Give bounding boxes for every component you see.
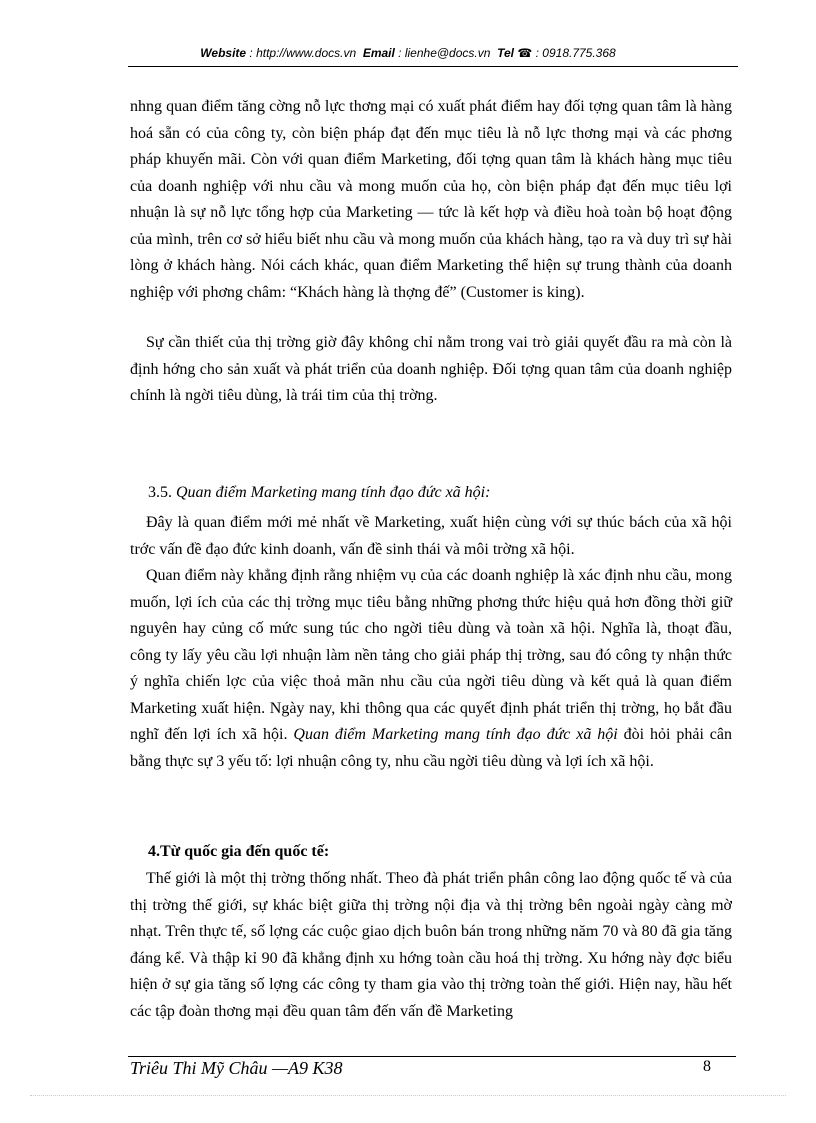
paragraph: Sự cần thiết của thị trờng giờ đây không chỉ nằm trong vai trò giải quyết đầu ra mà còn là định hớng cho sản xuất và phát triển của doanh nghiệp. Đối tợng quan tâm của doanh nghiệp chính là ngời tiêu dùng, là trái tim của thị trờng. [130,334,732,404]
page-number: 8 [703,1058,711,1075]
paragraph [130,563,732,775]
website-label: Website [200,46,247,60]
email-label: Email [362,46,395,60]
paragraph: nhng quan điểm tăng cờng nỗ lực thơng mại có xuất phát điểm hay đối tợng quan tâm là hàng hoá sẵn có của công ty, còn biện pháp đạt đến mục tiêu là nỗ lực thơng mại và các phơng pháp khuyến mãi. Còn với quan điểm Marketing, đối tợng quan tâm là khách hàng mục tiêu của doanh nghiệp với nhu cầu và mong muốn của họ, còn biện pháp đạt đến mục tiêu lợi nhuận là sự nỗ lực tổng hợp của Marketing — tức là kết hợp và điều hoà toàn bộ hoạt động của mình, trên cơ sở hiểu biết nhu cầu và mong muốn của khách hàng, tạo ra và duy trì sự hài lòng ở khách hàng. Nói cách khác, quan điểm Marketing thể hiện sự trung thành của doanh nghiệp với phơng châm: “Khách hàng là thợng đế” (Customer is king). [130,98,732,301]
page-edge-divider [30,1095,786,1096]
header-divider [128,66,738,67]
paragraph: Thế giới là một thị trờng thống nhất. Theo đà phát triển phân công lao động quốc tế và của thị trờng thế giới, sự khác biệt giữa thị trờng nội địa và thị trờng bên ngoài ngày càng mờ nhạt. Trên thực tế, số lợng các cuộc giao dịch buôn bán trong những năm 70 và 80 đã gia tăng đáng kể. Và thập kỉ 90 đã khẳng định xu hớng toàn cầu hoá thị trờng. Xu hớng này đợc biểu hiện ở sự gia tăng số lợng các công ty tham gia vào thị trờng toàn thế giới. Hiện nay, hầu hết các tập đoàn thơng mại đều quan tâm đến vấn đề Marketing [130,870,732,1020]
footer-author: Triêu Thi Mỹ Châu —A9 K38 [130,1058,343,1078]
section-title: Quan điểm Marketing mang tính đạo đức xã hội: [176,484,491,501]
body-block-3-5 [130,510,732,775]
footer-divider [128,1056,736,1057]
page-header [0,46,816,60]
body-block-market [130,330,732,410]
phone-icon: ☎ [517,46,533,60]
paragraph-text: đòi hỏi phải cân bằng thực sự 3 yếu tố: lợi nhuận công ty, nhu cầu ngời tiêu dùng và lợi ích xã hội. [130,726,732,770]
website-link[interactable]: : http://www.docs.vn [249,46,357,60]
paragraph: Đây là quan điểm mới mẻ nhất về Marketing, xuất hiện cùng với sự thúc bách của xã hội trớc vấn đề đạo đức kinh doanh, vấn đề sinh thái và môi trờng xã hội. [130,514,732,558]
paragraph-italic-text: Quan điểm Marketing mang tính đạo đức xã hội [293,726,618,743]
tel-label: Tel [497,46,514,60]
paragraph-text: Quan điểm này khẳng định rằng nhiệm vụ của các doanh nghiệp là xác định nhu cầu, mong muốn, lợi ích của các thị trờng mục tiêu bằng những phơng thức hiệu quả hơn đồng thời giữ nguyên hay củng cố mức sung túc cho ngời tiêu dùng và toàn xã hội. Nghĩa là, thoạt đầu, công ty lấy yêu cầu lợi nhuận làm nền tảng cho giải pháp thị trờng, sau đó công ty nhận thức ý nghĩa chiến lợc của việc thoả mãn nhu cầu của ngời tiêu dùng và kết quả là quan điểm Marketing xuất hiện. Ngày nay, khi thông qua các quyết định phát triển thị trờng, họ bắt đầu nghĩ đến lợi ích xã hội. [130,567,732,743]
section-number: 3.5. [148,484,172,501]
body-block-4 [130,866,732,1025]
section-heading-3-5 [148,484,490,502]
body-block-top [130,94,732,306]
email-link[interactable]: : lienhe@docs.vn [398,46,491,60]
tel-value: : 0918.775.368 [535,46,616,60]
section-heading-4: 4.Từ quốc gia đến quốc tế: [148,843,330,860]
